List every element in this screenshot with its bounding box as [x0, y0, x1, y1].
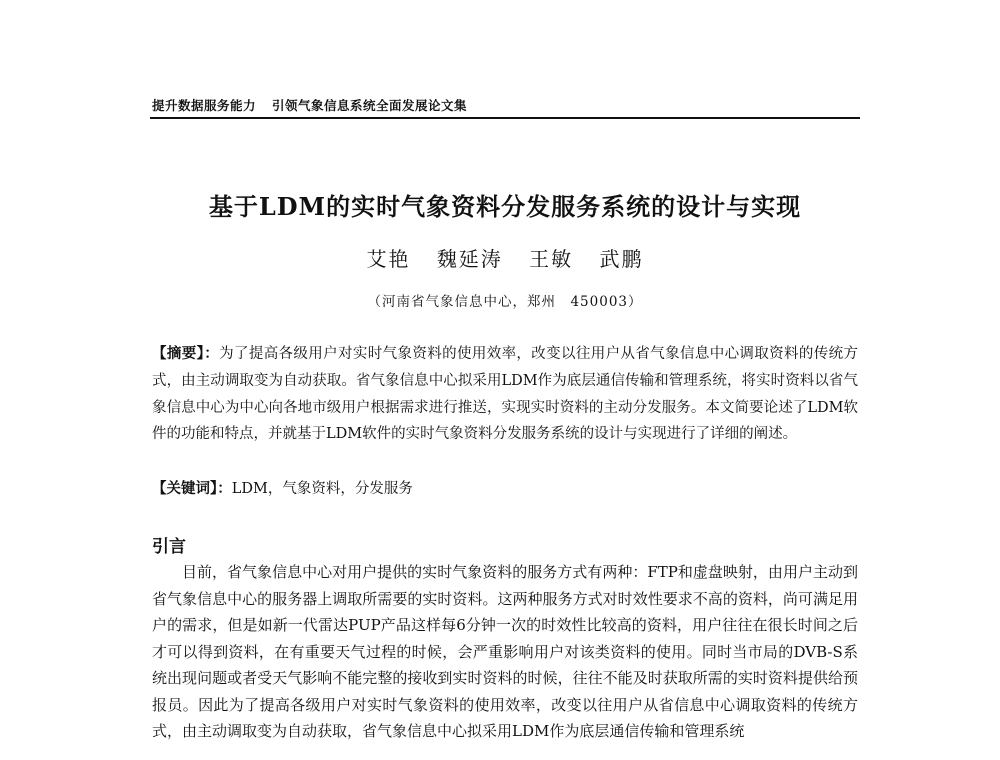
- keywords-label: 【关键词】：: [152, 480, 232, 497]
- running-header-part1: 提升数据服务能力: [152, 98, 257, 113]
- author-name: 王敏: [529, 247, 574, 271]
- author-name: 武鹏: [599, 247, 644, 271]
- body-paragraph: 目前，省气象信息中心对用户提供的实时气象资料的服务方式有两种：FTP和虚盘映射，由用户主动到省气象信息中心的服务器上调取所需要的实时资料。这两种服务方式对时效性要求不高的资料，尚可满足用户的需求，但是如新一代雷达PUP产品这样每6分钟一次的时效性比较高的资料，用户往往在很长时间之后才可以得到资料，在有重要天气过程的时候，会严重影响用户对该类资料的使用。同时当市局的DVB-S系统出现问题或者受天气影响不能完整的接收到实时资料的时候，往往不能及时获取所需的实时资料提供给预报员。因此为了提高各级用户对实时气象资料的使用效率，改变以往用户从省信息中心调取资料的传统方式，由主动调取变为自动获取，省气象信息中心拟采用LDM作为底层通信传输和管理系统: [152, 563, 858, 740]
- running-header: [152, 96, 467, 114]
- keywords: [152, 476, 858, 502]
- author-list: [150, 243, 860, 272]
- abstract: [152, 341, 858, 448]
- paper-title: 基于LDM的实时气象资料分发服务系统的设计与实现: [208, 192, 802, 221]
- author-name: 艾艳: [366, 247, 411, 271]
- author-name: 魏延涛: [436, 247, 503, 271]
- keywords-text: LDM，气象资料，分发服务: [231, 481, 413, 497]
- header-rule: [150, 117, 860, 119]
- abstract-label: 【摘要】：: [152, 345, 220, 362]
- running-header-part2: 引领气象信息系统全面发展论文集: [272, 98, 468, 113]
- section-heading: 引言: [152, 537, 186, 557]
- affiliation: （河南省气象信息中心，郑州 450003）: [367, 294, 643, 310]
- abstract-text: 为了提高各级用户对实时气象资料的使用效率，改变以往用户从省气象信息中心调取资料的传统方式，由主动调取变为自动获取。省气象信息中心拟采用LDM作为底层通信传输和管理系统，将实时资料以省气象信息中心为中心向各地市级用户根据需求进行推送，实现实时资料的主动分发服务。本文简要论述了LDM软件的功能和特点，并就基于LDM软件的实时气象资料分发服务系统的设计与实现进行了详细的阐述。: [152, 346, 859, 443]
